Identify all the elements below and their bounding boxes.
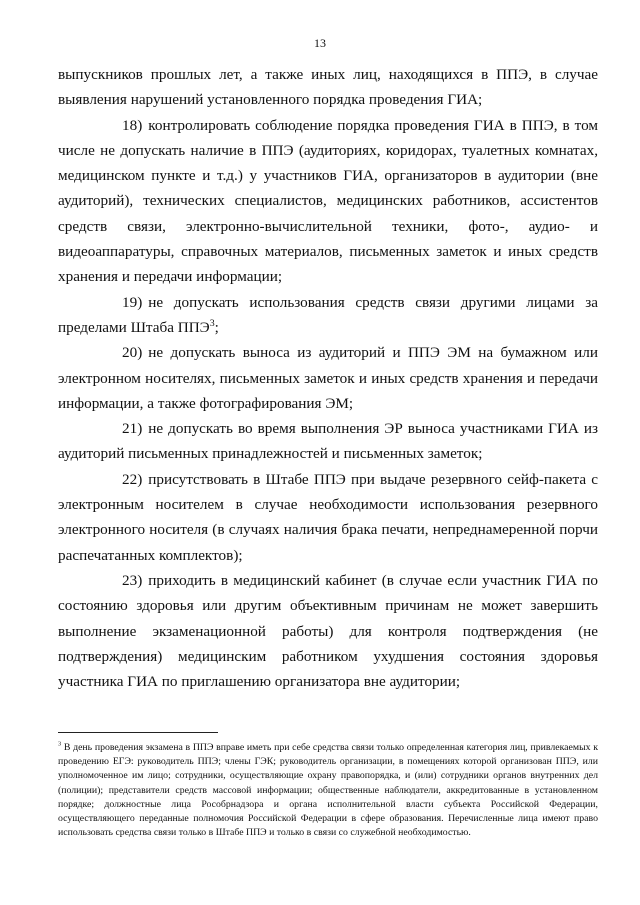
footnote-divider [58, 732, 218, 733]
list-item-20 [58, 340, 598, 416]
item-number: 18) [122, 116, 143, 134]
item-number: 23) [122, 571, 143, 589]
item-number: 21) [122, 420, 143, 438]
item-number: 20) [122, 344, 143, 362]
item-text: контролировать соблюдение порядка проведения ГИА в ППЭ, в том числе не допускать наличие в ППЭ (аудиториях, коридорах, туалетных комнатах, медицинском пункте и т.д.) у участников ГИА, организаторов в аудитории (вне аудиторий), технических специалистов, медицинских работников, ассистентов средств связи, электронно-вычислительной техники, фото-, аудио- и видеоаппаратуры, справочных материалов, письменных заметок и иных средств хранения и передачи информации; [58, 116, 598, 286]
list-item-23 [58, 568, 598, 694]
item-number: 19) [122, 293, 143, 311]
list-item-18 [58, 113, 598, 290]
document-body [58, 62, 598, 694]
item-text: приходить в медицинский кабинет (в случае если участник ГИА по состоянию здоровья или другим объективным причинам не может завершить выполнение экзаменационной работы) для контроля подтверждения (не подтверждения) медицинским работником ухудшения состояния здоровья участника ГИА по приглашению организатора вне аудитории; [58, 571, 598, 691]
footnote-mark: 3 [58, 740, 62, 748]
footnote [58, 741, 598, 840]
item-number: 22) [122, 470, 143, 488]
page-number: 13 [314, 36, 326, 50]
footnote-reference: 3 [209, 317, 215, 329]
item-text: не допускать использования средств связи другими лицами за пределами Штаба ППЭ [58, 293, 598, 336]
list-item-19 [58, 290, 598, 341]
list-item-22 [58, 467, 598, 568]
item-text: присутствовать в Штабе ППЭ при выдаче резервного сейф-пакета с электронным носителем в случае необходимости использования резервного электронного носителя (в случаях наличия брака печати, непреднамеренной порчи распечатанных комплектов); [58, 470, 598, 564]
footnote-text: В день проведения экзамена в ППЭ вправе иметь при себе средства связи только определенная категория лиц, привлекаемых к проведению ЕГЭ: руководитель ППЭ; члены ГЭК; руководитель организации, в помещениях которой организован ППЭ, или уполномоченное им лицо; сотрудники, осуществляющие охрану правопорядка, и (или) сотрудники органов внутренних дел (полиции); представители средств массовой информации; общественные наблюдатели, аккредитованные в установленном порядке; должностные лица Рособрнадзора и органа исполнительной власти субъекта Российской Федерации, осуществляющего переданные полномочия Российской Федерации в сфере образования. Перечисленные лица имеют право использовать средства связи только в Штабе ППЭ и только в связи со служебной необходимостью. [58, 742, 598, 839]
item-text: не допускать выноса из аудиторий и ППЭ ЭМ на бумажном или электронном носителях, письменных заметок и иных средств хранения и передачи информации, а также фотографирования ЭМ; [58, 344, 598, 412]
intro-paragraph: выпускников прошлых лет, а также иных лиц, находящихся в ППЭ, в случае выявления нарушений установленного порядка проведения ГИА; [58, 66, 598, 109]
item-text-tail: ; [214, 318, 219, 336]
list-item-21 [58, 416, 598, 467]
item-text: не допускать во время выполнения ЭР выноса участниками ГИА из аудиторий письменных принадлежностей и письменных заметок; [58, 420, 598, 463]
